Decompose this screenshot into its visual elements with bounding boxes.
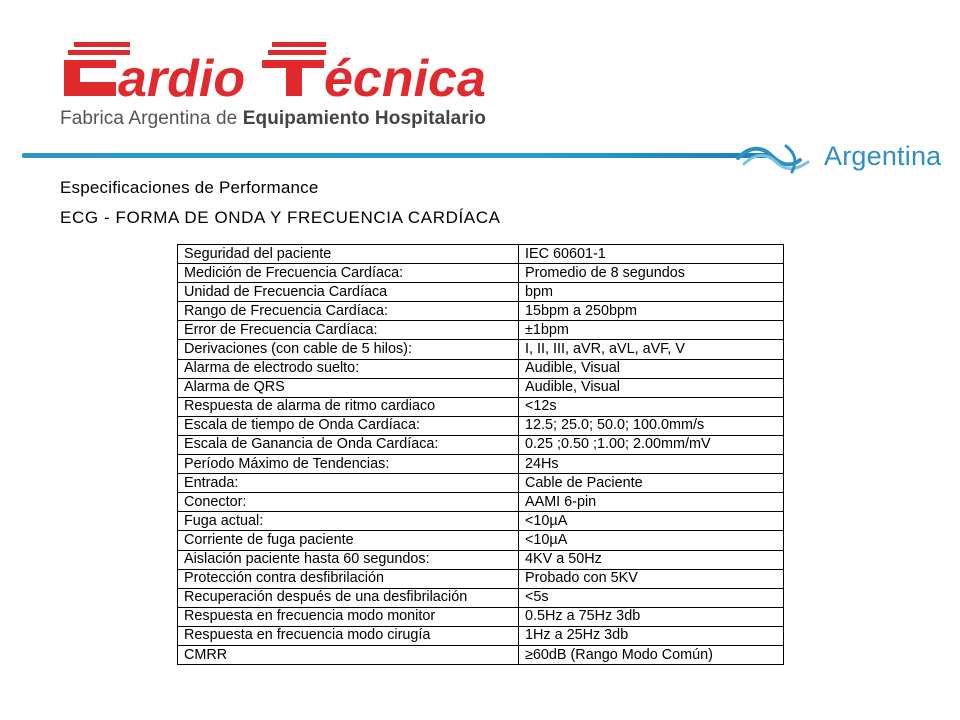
spec-key: Seguridad del paciente: [178, 245, 519, 264]
table-row: [178, 607, 784, 626]
spec-value: 4KV a 50Hz: [519, 550, 784, 569]
spec-key: CMRR: [178, 645, 519, 664]
spec-value: Audible, Visual: [519, 359, 784, 378]
brand-subtitle-prefix: Fabrica Argentina de: [60, 108, 238, 129]
table-row: [178, 474, 784, 493]
table-row: [178, 645, 784, 664]
spec-value: <10µA: [519, 512, 784, 531]
table-row: [178, 531, 784, 550]
spec-key: Alarma de electrodo suelto:: [178, 359, 519, 378]
spec-value: I, II, III, aVR, aVL, aVF, V: [519, 340, 784, 359]
section-title: Especificaciones de Performance: [60, 178, 319, 197]
spec-value: 1Hz a 25Hz 3db: [519, 626, 784, 645]
table-row: [178, 397, 784, 416]
table-row: [178, 435, 784, 454]
spec-value: Promedio de 8 segundos: [519, 264, 784, 283]
brand-logo-mark: [54, 38, 540, 108]
spec-value: Audible, Visual: [519, 378, 784, 397]
spec-key: Conector:: [178, 493, 519, 512]
header-divider: [22, 153, 768, 158]
spec-key: Respuesta en frecuencia modo monitor: [178, 607, 519, 626]
table-row: [178, 416, 784, 435]
spec-value: AAMI 6-pin: [519, 493, 784, 512]
table-row: [178, 321, 784, 340]
spec-key: Escala de tiempo de Onda Cardíaca:: [178, 416, 519, 435]
table-row: [178, 264, 784, 283]
spec-value: <10µA: [519, 531, 784, 550]
spec-key: Entrada:: [178, 474, 519, 493]
spec-key: Fuga actual:: [178, 512, 519, 531]
spec-value: ≥60dB (Rango Modo Común): [519, 645, 784, 664]
spec-value: bpm: [519, 283, 784, 302]
spec-key: Error de Frecuencia Cardíaca:: [178, 321, 519, 340]
spec-value: IEC 60601-1: [519, 245, 784, 264]
table-row: [178, 550, 784, 569]
table-row: [178, 340, 784, 359]
spec-key: Aislación paciente hasta 60 segundos:: [178, 550, 519, 569]
table-row: [178, 569, 784, 588]
table-row: [178, 245, 784, 264]
spec-key: Respuesta en frecuencia modo cirugía: [178, 626, 519, 645]
spec-key: Derivaciones (con cable de 5 hilos):: [178, 340, 519, 359]
spec-value: 0.5Hz a 75Hz 3db: [519, 607, 784, 626]
spec-value: 0.25 ;0.50 ;1.00; 2.00mm/mV: [519, 435, 784, 454]
spec-value: 24Hs: [519, 455, 784, 474]
table-row: [178, 493, 784, 512]
country-name: Argentina: [824, 141, 942, 171]
brand-name-tecnica: écnica: [324, 50, 486, 108]
spec-value: <12s: [519, 397, 784, 416]
spec-value: Probado con 5KV: [519, 569, 784, 588]
table-row: [178, 626, 784, 645]
spec-value: 15bpm a 250bpm: [519, 302, 784, 321]
spec-value: 12.5; 25.0; 50.0; 100.0mm/s: [519, 416, 784, 435]
table-title: ECG - FORMA DE ONDA Y FRECUENCIA CARDÍACA: [60, 208, 501, 227]
table-row: [178, 359, 784, 378]
brand-name-cardio: ardio: [118, 50, 246, 108]
spec-key: Unidad de Frecuencia Cardíaca: [178, 283, 519, 302]
brand-subtitle: [60, 108, 486, 130]
spec-key: Alarma de QRS: [178, 378, 519, 397]
argentina-wave-icon: [736, 138, 816, 178]
spec-key: Rango de Frecuencia Cardíaca:: [178, 302, 519, 321]
table-row: [178, 455, 784, 474]
spec-key: Recuperación después de una desfibrilación: [178, 588, 519, 607]
spec-key: Respuesta de alarma de ritmo cardiaco: [178, 397, 519, 416]
spec-table: [177, 244, 784, 665]
table-row: [178, 283, 784, 302]
spec-value: <5s: [519, 588, 784, 607]
table-row: [178, 588, 784, 607]
spec-table-body: [178, 245, 784, 665]
table-row: [178, 378, 784, 397]
spec-key: Protección contra desfibrilación: [178, 569, 519, 588]
spec-value: ±1bpm: [519, 321, 784, 340]
spec-value: Cable de Paciente: [519, 474, 784, 493]
table-row: [178, 512, 784, 531]
spec-key: Escala de Ganancia de Onda Cardíaca:: [178, 435, 519, 454]
spec-key: Período Máximo de Tendencias:: [178, 455, 519, 474]
spec-key: Corriente de fuga paciente: [178, 531, 519, 550]
table-row: [178, 302, 784, 321]
spec-key: Medición de Frecuencia Cardíaca:: [178, 264, 519, 283]
brand-subtitle-bold: Equipamiento Hospitalario: [242, 108, 486, 129]
